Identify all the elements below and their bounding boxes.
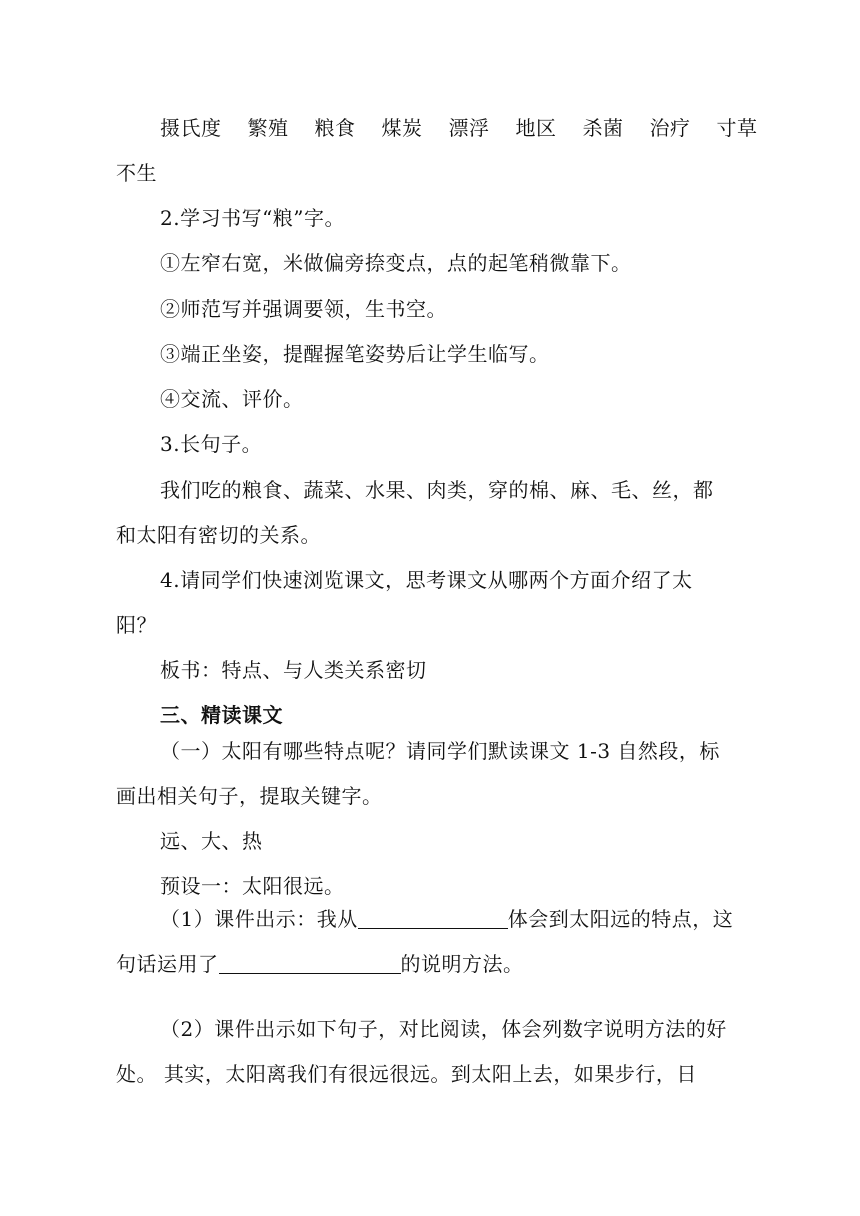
step4-line2: 阳？	[116, 613, 157, 637]
vocab-word: 治疗	[649, 116, 691, 140]
vocab-word: 摄氏度	[160, 116, 222, 140]
question1-line1: （一）太阳有哪些特点呢？请同学们默读课文 1-3 自然段，标	[160, 739, 720, 763]
step2-item: ③端正坐姿，提醒握笔姿势后让学生临写。	[160, 342, 550, 366]
vocab-word: 漂浮	[448, 116, 490, 140]
vocab-line	[160, 114, 758, 142]
vocab-word: 杀菌	[582, 116, 624, 140]
compare-line1: （2）课件出示如下句子，对比阅读，体会列数字说明方法的好	[160, 1017, 727, 1041]
step4-line1: 4.请同学们快速浏览课文，思考课文从哪两个方面介绍了太	[160, 568, 693, 592]
fill-blank-text: 体会到太阳远的特点，这	[507, 907, 734, 931]
answer-blank[interactable]	[358, 908, 508, 929]
fill-blank-line2	[116, 950, 524, 978]
question1-line2: 画出相关句子，提取关键字。	[116, 784, 383, 808]
fill-blank-line1	[160, 905, 733, 933]
preset-one: 预设一：太阳很远。	[160, 874, 345, 898]
vocab-word: 寸草	[716, 116, 758, 140]
step3-sentence-line2: 和太阳有密切的关系。	[116, 523, 321, 547]
vocab-word: 粮食	[314, 116, 356, 140]
step2-item: ②师范写并强调要领，生书空。	[160, 297, 447, 321]
fill-blank-text: 句话运用了	[116, 952, 219, 976]
vocab-word: 繁殖	[247, 116, 289, 140]
fill-blank-text: （1）课件出示：我从	[160, 907, 358, 931]
fill-blank-text: 的说明方法。	[400, 952, 524, 976]
section-heading: 三、精读课文	[160, 703, 283, 727]
vocab-wrap: 不生	[116, 161, 157, 185]
step2-item: ①左窄右宽，米做偏旁捺变点，点的起笔稍微靠下。	[160, 251, 632, 275]
vocab-word: 地区	[515, 116, 557, 140]
step3-title: 3.长句子。	[160, 432, 263, 456]
vocab-word: 煤炭	[381, 116, 423, 140]
keywords: 远、大、热	[160, 829, 263, 853]
compare-line2: 处。 其实，太阳离我们有很远很远。到太阳上去，如果步行，日	[116, 1062, 697, 1086]
board-note: 板书：特点、与人类关系密切	[160, 658, 427, 682]
answer-blank[interactable]	[219, 953, 401, 974]
step2-item: ④交流、评价。	[160, 387, 304, 411]
step3-sentence-line1: 我们吃的粮食、蔬菜、水果、肉类，穿的棉、麻、毛、丝，都	[160, 478, 714, 502]
step2-title: 2.学习书写“粮”字。	[160, 206, 346, 230]
